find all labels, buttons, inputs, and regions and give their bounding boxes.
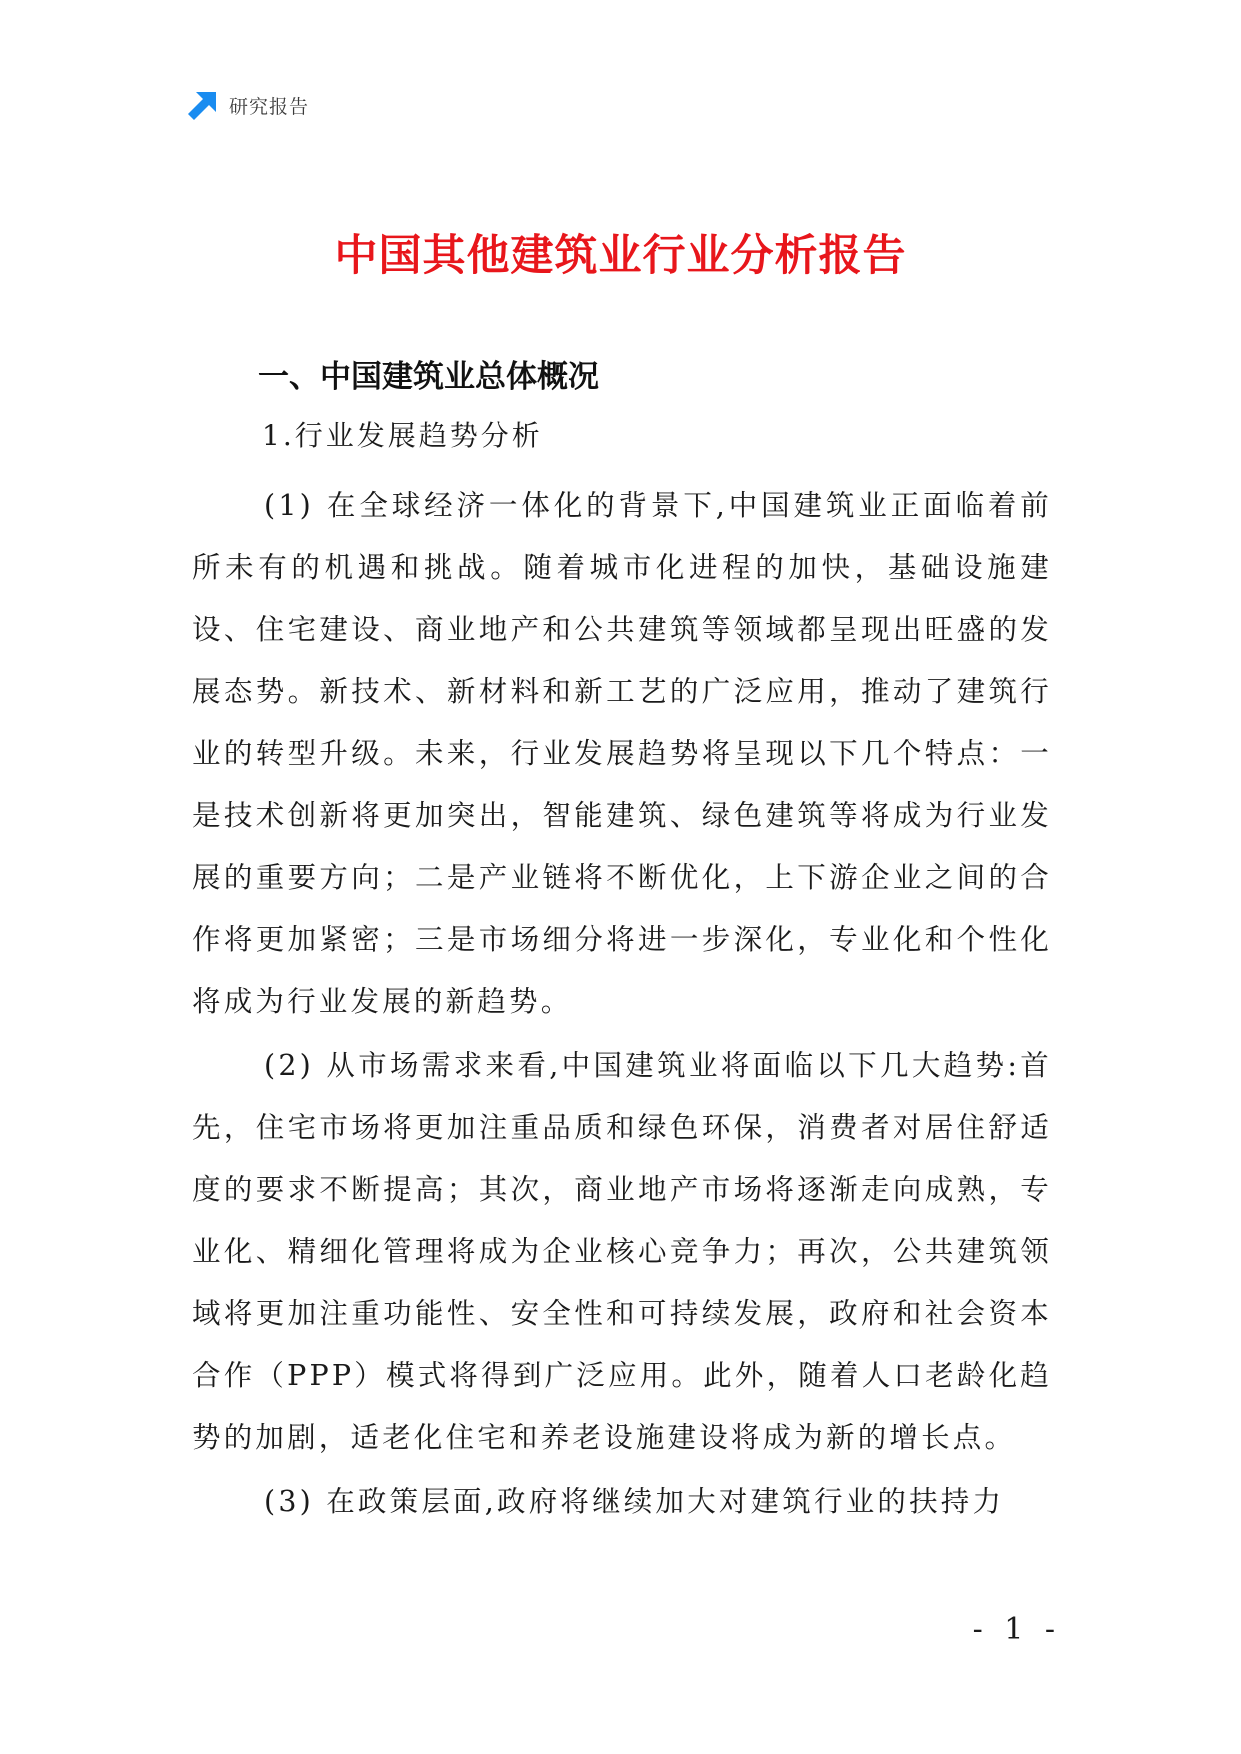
- paragraph-3: (3) 在政策层面,政府将继续加大对建筑行业的扶持力: [264, 1485, 1005, 1518]
- page-header: [187, 88, 309, 122]
- paragraph-2: (2) 从市场需求来看,中国建筑业将面临以下几大趋势:首先，住宅市场将更加注重品质和绿色环保，消费者对居住舒适度的要求不断提高；其次，商业地产市场将逐渐走向成熟，专业化、精细化管理将成为企业核心竞争力；再次，公共建筑领域将更加注重功能性、安全性和可持续发展，政府和社会资本合作（PPP）模式将得到广泛应用。此外，随着人口老龄化趋势的加剧，适老化住宅和养老设施建设将成为新的增长点。: [192, 1049, 1052, 1454]
- section-heading: 一、中国建筑业总体概况: [258, 359, 599, 395]
- page-title: 中国其他建筑业行业分析报告: [334, 231, 907, 281]
- arrow-up-right-icon: [187, 89, 219, 121]
- paragraph-1: (1) 在全球经济一体化的背景下,中国建筑业正面临着前所未有的机遇和挑战。随着城市化进程的加快，基础设施建设、住宅建设、商业地产和公共建筑等领域都呈现出旺盛的发展态势。新技术、新材料和新工艺的广泛应用，推动了建筑行业的转型升级。未来，行业发展趋势将呈现以下几个特点：一是技术创新将更加突出，智能建筑、绿色建筑等将成为行业发展的重要方向；二是产业链将不断优化，上下游企业之间的合作将更加紧密；三是市场细分将进一步深化，专业化和个性化将成为行业发展的新趋势。: [192, 489, 1052, 1018]
- page-number: - 1 -: [972, 1612, 1061, 1647]
- section-subheading: 1.行业发展趋势分析: [262, 419, 543, 452]
- report-body: [192, 355, 1052, 1535]
- header-label: 研究报告: [229, 95, 310, 118]
